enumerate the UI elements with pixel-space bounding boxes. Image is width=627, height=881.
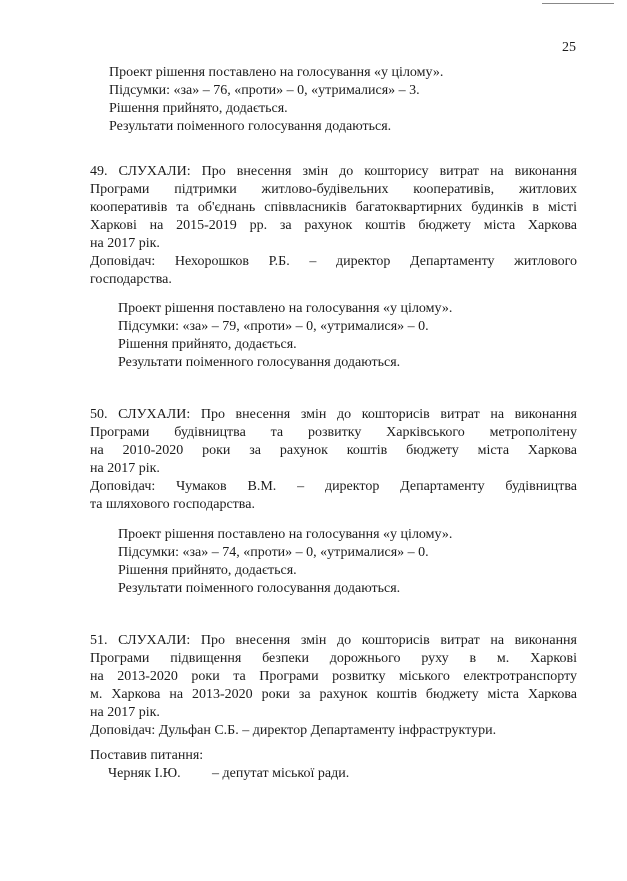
item-text: на 2017 рік. xyxy=(90,705,160,720)
question-person-role: – депутат міської ради. xyxy=(212,766,350,781)
reporter-text: Доповідач: Нехорошков Р.Б. – директор Департаменту житлового xyxy=(90,254,577,269)
vote-text: Підсумки: «за» – 76, «проти» – 0, «утрималися» – 3. xyxy=(109,83,420,98)
reporter-text: та шляхового господарства. xyxy=(90,497,255,512)
item-text: Програми підтримки житлово-будівельних кооперативів, житлових xyxy=(90,182,577,197)
top-rule-divider xyxy=(542,3,614,4)
item-text: Програми підвищення безпеки дорожнього руху в м. Харкові xyxy=(90,651,577,666)
item-text: на 2017 рік. xyxy=(90,236,160,251)
vote-text: Результати поіменного голосування додаються. xyxy=(118,355,401,370)
item-text: Програми будівництва та розвитку Харківського метрополітену xyxy=(90,425,577,440)
item-text: м. Харкова на 2013-2020 роки за рахунок коштів бюджету міста Харкова xyxy=(90,687,577,702)
reporter-text: Доповідач: Дульфан С.Б. – директор Департаменту інфраструктури. xyxy=(90,723,497,738)
item-heading: 50. СЛУХАЛИ: Про внесення змін до кошторисів витрат на виконання xyxy=(90,407,577,422)
item-text: кооперативів та об'єднань співвласників багатоквартирних будинків в місті xyxy=(90,200,577,215)
vote-text: Результати поіменного голосування додаються. xyxy=(118,581,401,596)
vote-text: Рішення прийнято, додається. xyxy=(109,101,288,116)
vote-text: Рішення прийнято, додається. xyxy=(118,337,297,352)
vote-text: Проект рішення поставлено на голосування «у цілому». xyxy=(118,527,453,542)
vote-text: Проект рішення поставлено на голосування «у цілому». xyxy=(118,301,453,316)
item-text: на 2017 рік. xyxy=(90,461,160,476)
vote-text: Проект рішення поставлено на голосування «у цілому». xyxy=(109,65,444,80)
item-heading: 49. СЛУХАЛИ: Про внесення змін до кошторису витрат на виконання xyxy=(90,164,577,179)
vote-text: Підсумки: «за» – 79, «проти» – 0, «утрималися» – 0. xyxy=(118,319,429,334)
vote-text: Рішення прийнято, додається. xyxy=(118,563,297,578)
item-text: на 2010-2020 роки за рахунок коштів бюджету міста Харкова xyxy=(90,443,577,458)
question-person-name: Черняк І.Ю. xyxy=(108,766,181,781)
question-title: Поставив питання: xyxy=(90,748,204,763)
page-number: 25 xyxy=(562,40,576,55)
item-heading: 51. СЛУХАЛИ: Про внесення змін до кошторисів витрат на виконання xyxy=(90,633,577,648)
reporter-text: господарства. xyxy=(90,272,172,287)
vote-text: Підсумки: «за» – 74, «проти» – 0, «утрималися» – 0. xyxy=(118,545,429,560)
item-text: Харкові на 2015-2019 рр. за рахунок коштів бюджету міста Харкова xyxy=(90,218,577,233)
item-text: на 2013-2020 роки та Програми розвитку міського електротранспорту xyxy=(90,669,577,684)
reporter-text: Доповідач: Чумаков В.М. – директор Департаменту будівництва xyxy=(90,479,577,494)
vote-text: Результати поіменного голосування додаються. xyxy=(109,119,392,134)
